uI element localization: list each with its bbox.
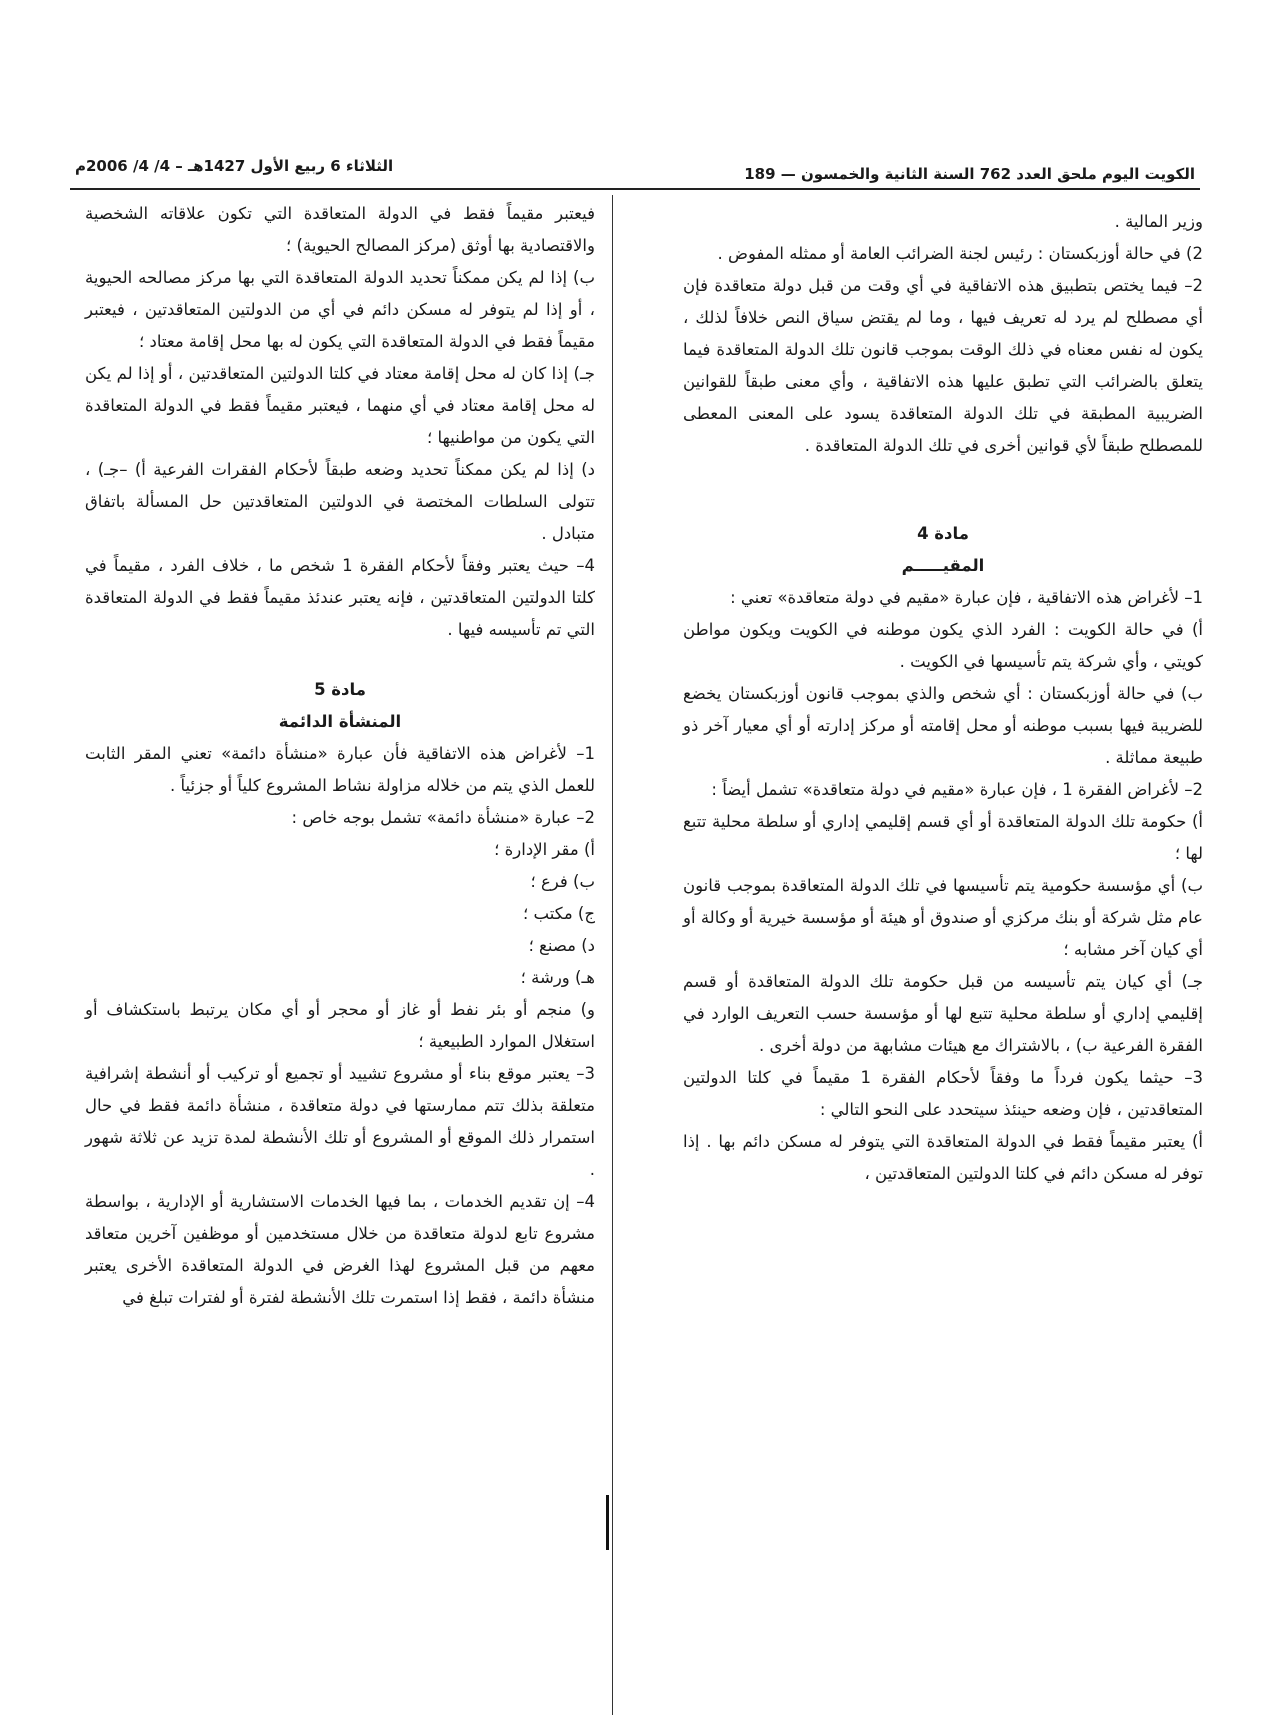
- paragraph: 2– فيما يختص بتطبيق هذه الاتفاقية في أي وقت من قبل دولة متعاقدة فإن أي مصطلح لم يرد له تعريف فيها ، وما لم يقتض سياق النص خلافاً لذلك ، يكون له نفس معناه في ذلك الوقت بموجب قانون تلك الدولة المتعاقدة فيما يتعلق بالضرائب التي تطبق عليها هذه الاتفاقية ، وأي معنى طبقاً للقوانين الضريبية المطبقة في تلك الدولة المتعاقدة يسود على المعنى المعطى للمصطلح طبقاً لأي قوانين أخرى في تلك الدولة المتعاقدة .: [683, 276, 1203, 455]
- article-number: مادة 5: [314, 680, 366, 699]
- list-item: ب) فرع ؛: [530, 872, 595, 891]
- paragraph: 1– لأغراض هذه الاتفاقية ، فإن عبارة «مقيم في دولة متعاقدة» تعني :: [730, 588, 1203, 607]
- paragraph: ب) أي مؤسسة حكومية يتم تأسيسها في تلك الدولة المتعاقدة بموجب قانون عام مثل شركة أو بنك مركزي أو صندوق أو هيئة أو مؤسسة خيرية أو وكالة أو أي كيان آخر مشابه ؛: [683, 876, 1203, 959]
- paragraph: 4– إن تقديم الخدمات ، بما فيها الخدمات الاستشارية أو الإدارية ، بواسطة مشروع تابع لدولة متعاقدة من خلال مستخدمين أو موظفين آخرين متعاقد معهم من قبل المشروع لهذا الغرض في الدولة المتعاقدة الأخرى يعتبر منشأة دائمة ، فقط إذا استمرت تلك الأنشطة لفترة أو لفترات تبلغ في: [85, 1192, 595, 1307]
- header-rule: [70, 188, 1200, 190]
- paragraph: 2– عبارة «منشأة دائمة» تشمل بوجه خاص :: [291, 808, 595, 827]
- article-number: مادة 4: [917, 524, 969, 543]
- header-publication: الكويت اليوم ملحق العدد 762 السنة الثانية والخمسون — 189: [744, 165, 1195, 183]
- paragraph: ب) في حالة أوزبكستان : أي شخص والذي بموجب قانون أوزبكستان يخضع للضريبة فيها بسبب موطنه أو محل إقامته أو مركز إدارته أو أي معيار آخر ذو طبيعة مماثلة .: [683, 684, 1203, 767]
- paragraph: وزير المالية .: [1114, 212, 1203, 231]
- paragraph: أ) يعتبر مقيماً فقط في الدولة المتعاقدة التي يتوفر له مسكن دائم بها . إذا توفر له مسكن دائم في كلتا الدولتين المتعاقدتين ،: [683, 1132, 1203, 1183]
- paragraph: 2) في حالة أوزبكستان : رئيس لجنة الضرائب العامة أو ممثله المفوض .: [717, 244, 1203, 263]
- paragraph: 3– حيثما يكون فرداً ما وفقاً لأحكام الفقرة 1 مقيماً في كلتا الدولتين المتعاقدتين ، فإن وضعه حينئذ سيتحدد على النحو التالي :: [683, 1068, 1203, 1119]
- paragraph: أ) حكومة تلك الدولة المتعاقدة أو أي قسم إقليمي إداري أو سلطة محلية تتبع لها ؛: [683, 812, 1203, 863]
- list-item: ج) مكتب ؛: [523, 904, 595, 923]
- article-title: المقيـــــم: [901, 556, 985, 575]
- paragraph: 3– يعتبر موقع بناء أو مشروع تشييد أو تجميع أو تركيب أو أنشطة إشرافية متعلقة بذلك تتم ممارستها في دولة متعاقدة ، منشأة دائمة فقط في حال استمرار ذلك الموقع أو المشروع أو تلك الأنشطة لمدة تزيد عن ثلاثة شهور .: [85, 1064, 595, 1179]
- paragraph: جـ) أي كيان يتم تأسيسه من قبل حكومة تلك الدولة المتعاقدة أو قسم إقليمي إداري أو سلطة محلية تتبع لها أو مؤسسة حسب التعريف الوارد في الفقرة الفرعية ب) ، بالاشتراك مع هيئات مشابهة من دولة أخرى .: [683, 972, 1203, 1055]
- list-item: أ) مقر الإدارة ؛: [494, 840, 595, 859]
- paragraph: د) إذا لم يكن ممكناً تحديد وضعه طبقاً لأحكام الفقرات الفرعية أ) –جـ) ، تتولى السلطات المختصة في الدولتين المتعاقدتين حل المسألة باتفاق متبادل .: [85, 460, 595, 543]
- paragraph: جـ) إذا كان له محل إقامة معتاد في كلتا الدولتين المتعاقدتين ، أو إذا لم يكن له محل إقامة معتاد في أي منهما ، فيعتبر مقيماً فقط في الدولة المتعاقدة التي يكون من مواطنيها ؛: [85, 364, 595, 447]
- page-center-mark: [606, 1495, 609, 1550]
- header-date: الثلاثاء 6 ربيع الأول 1427هـ – 4/ 4/ 2006م: [75, 157, 394, 175]
- list-item: و) منجم أو بئر نفط أو غاز أو محجر أو أي مكان يرتبط باستكشاف أو استغلال الموارد الطبيعية ؛: [85, 1000, 595, 1051]
- column-divider: [612, 195, 613, 1715]
- paragraph: أ) في حالة الكويت : الفرد الذي يكون موطنه في الكويت ويكون مواطن كويتي ، وأي شركة يتم تأسيسها في الكويت .: [683, 620, 1203, 671]
- list-item: هـ) ورشة ؛: [520, 968, 595, 987]
- paragraph: ب) إذا لم يكن ممكناً تحديد الدولة المتعاقدة التي بها مركز مصالحه الحيوية ، أو إذا لم يتوفر له مسكن دائم في أي من الدولتين المتعاقدتين ، فيعتبر مقيماً فقط في الدولة المتعاقدة التي يكون له بها محل إقامة معتاد ؛: [85, 268, 595, 351]
- paragraph: 2– لأغراض الفقرة 1 ، فإن عبارة «مقيم في دولة متعاقدة» تشمل أيضاً :: [711, 780, 1203, 799]
- paragraph: 1– لأغراض هذه الاتفاقية فأن عبارة «منشأة دائمة» تعني المقر الثابت للعمل الذي يتم من خلاله مزاولة نشاط المشروع كلياً أو جزئياً .: [85, 744, 595, 795]
- list-item: د) مصنع ؛: [528, 936, 595, 955]
- left-column: [85, 198, 595, 1314]
- paragraph: فيعتبر مقيماً فقط في الدولة المتعاقدة التي تكون علاقاته الشخصية والاقتصادية بها أوثق (مركز المصالح الحيوية) ؛: [85, 204, 595, 255]
- article-title: المنشأة الدائمة: [278, 712, 402, 731]
- paragraph: 4– حيث يعتبر وفقاً لأحكام الفقرة 1 شخص ما ، خلاف الفرد ، مقيماً في كلتا الدولتين المتعاقدتين ، فإنه يعتبر عندئذ مقيماً فقط في الدولة المتعاقدة التي تم تأسيسه فيها .: [85, 556, 595, 639]
- right-column: [683, 206, 1203, 1190]
